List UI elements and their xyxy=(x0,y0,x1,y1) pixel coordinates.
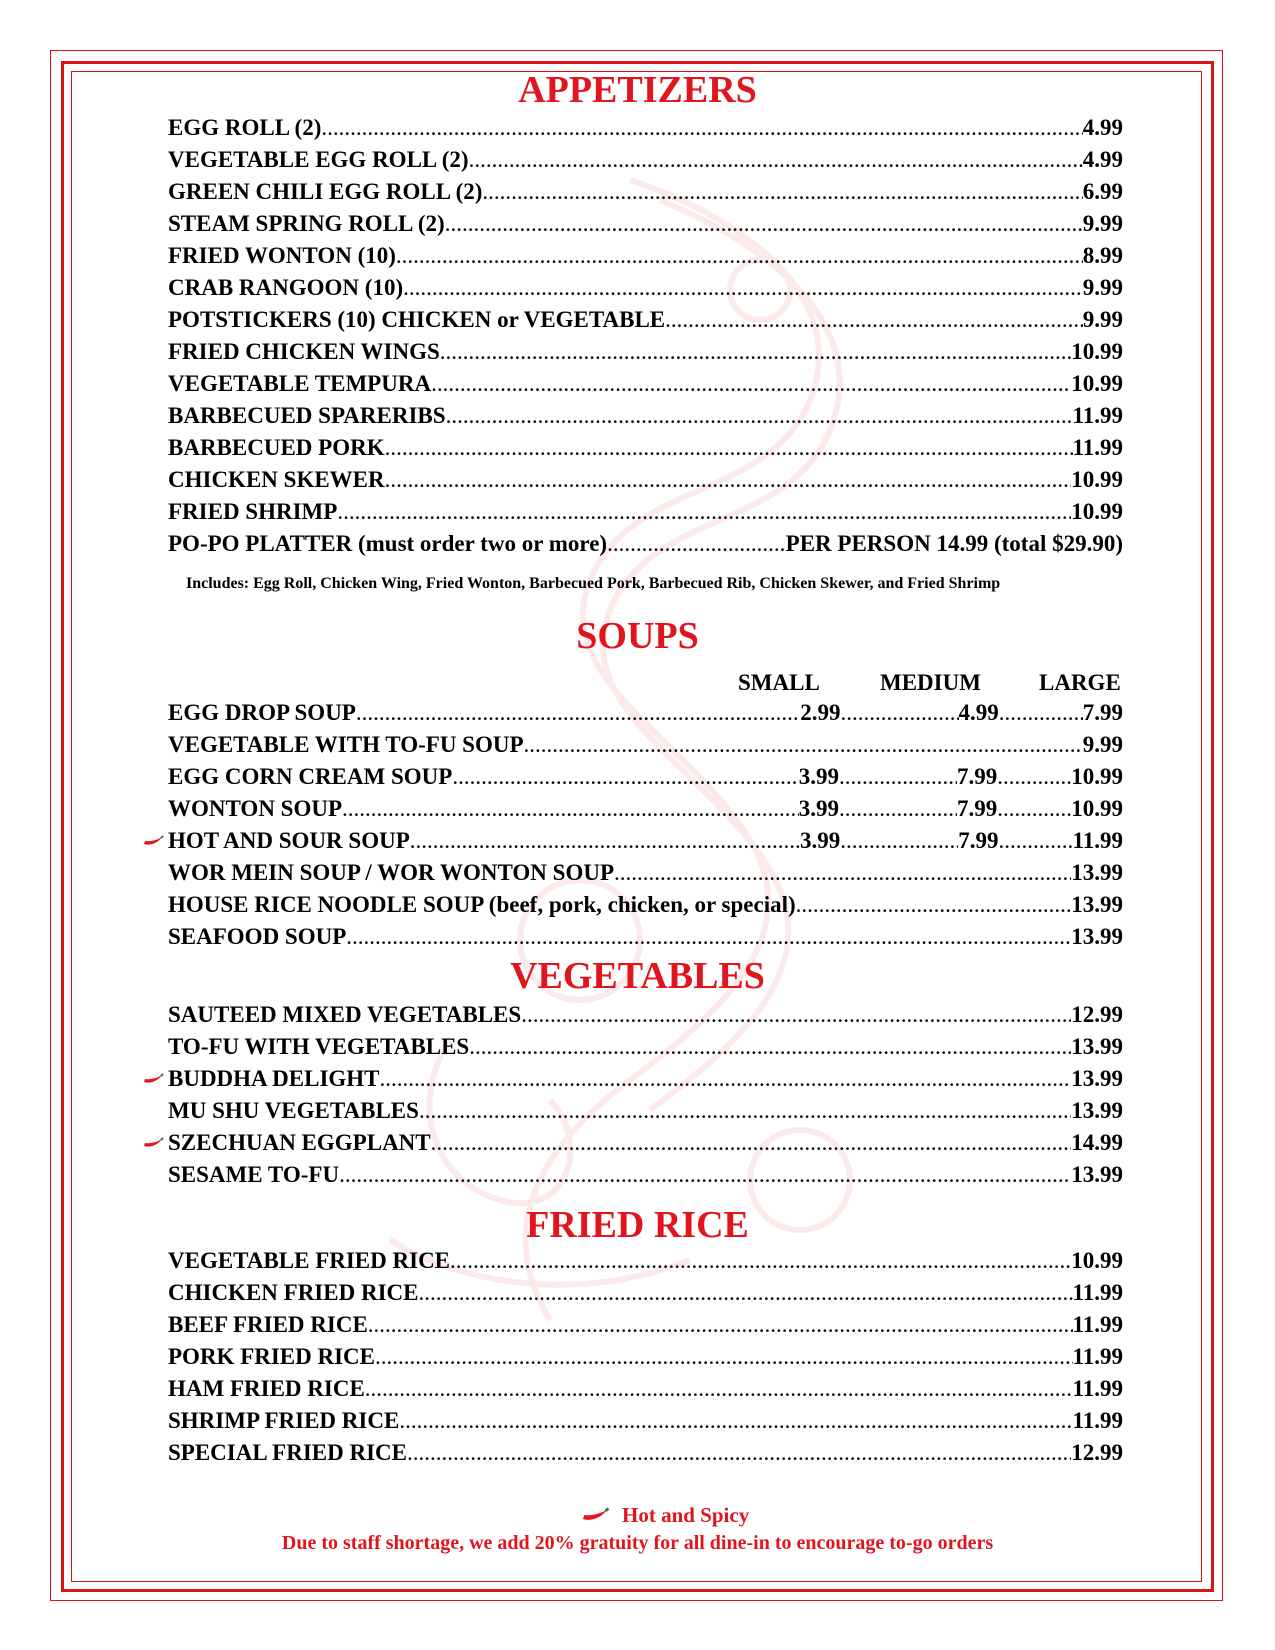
menu-item: VEGETABLE WITH TO-FU SOUP ..... 9.99 xyxy=(168,730,1123,760)
menu-item: BARBECUED SPARERIBS ..... 11.99 xyxy=(168,401,1123,431)
section-title-soups: SOUPS xyxy=(576,615,699,657)
menu-item: FRIED CHICKEN WINGS ..... 10.99 xyxy=(168,337,1123,367)
menu-item: BUDDHA DELIGHT ..... 13.99 xyxy=(168,1064,1123,1094)
menu-item: TO-FU WITH VEGETABLES ..... 13.99 xyxy=(168,1032,1123,1062)
menu-item: VEGETABLE TEMPURA ..... 10.99 xyxy=(168,369,1123,399)
section-title-vegetables: VEGETABLES xyxy=(510,955,765,997)
hot-pepper-icon xyxy=(142,1137,164,1149)
menu-item: MU SHU VEGETABLES ..... 13.99 xyxy=(168,1096,1123,1126)
menu-item: CRAB RANGOON (10) ..... 9.99 xyxy=(168,273,1123,303)
menu-item: WOR MEIN SOUP / WOR WONTON SOUP ..... 13.99 xyxy=(168,858,1123,888)
menu-item: GREEN CHILI EGG ROLL (2) ..... 6.99 xyxy=(168,177,1123,207)
menu-item: SESAME TO-FU ..... 13.99 xyxy=(168,1160,1123,1190)
menu-item: FRIED WONTON (10) ..... 8.99 xyxy=(168,241,1123,271)
menu-item: SHRIMP FRIED RICE ..... 11.99 xyxy=(168,1406,1123,1436)
menu-item: VEGETABLE FRIED RICE ..... 10.99 xyxy=(168,1246,1123,1276)
size-header-medium: MEDIUM xyxy=(880,670,981,695)
menu-item: BARBECUED PORK ..... 11.99 xyxy=(168,433,1123,463)
menu-item: HOUSE RICE NOODLE SOUP (beef, pork, chicken, or special) ..... 13.99 xyxy=(168,890,1123,920)
menu-item: HOT AND SOUR SOUP ..... 3.99 ..... 7.99 ..... 11.99 xyxy=(168,826,1123,856)
menu-item: CHICKEN SKEWER ..... 10.99 xyxy=(168,465,1123,495)
size-header-large: LARGE xyxy=(1039,670,1121,695)
size-header-small: SMALL xyxy=(738,670,820,695)
menu-item: VEGETABLE EGG ROLL (2) ..... 4.99 xyxy=(168,145,1123,175)
menu-item: FRIED SHRIMP ..... 10.99 xyxy=(168,497,1123,527)
menu-item: BEEF FRIED RICE ..... 11.99 xyxy=(168,1310,1123,1340)
menu-item: SAUTEED MIXED VEGETABLES ..... 12.99 xyxy=(168,1000,1123,1030)
menu-item: STEAM SPRING ROLL (2) ..... 9.99 xyxy=(168,209,1123,239)
hot-pepper-icon xyxy=(580,1507,610,1523)
platter-note: Includes: Egg Roll, Chicken Wing, Fried Wonton, Barbecued Pork, Barbecued Rib, Chicken Skewer, and Fried Shrimp xyxy=(186,575,1001,592)
gratuity-notice: Due to staff shortage, we add 20% gratuity for all dine-in to encourage to-go orders xyxy=(281,1532,994,1554)
menu-item: EGG ROLL (2) ..... 4.99 xyxy=(168,113,1123,143)
menu-item: EGG DROP SOUP ..... 2.99 ..... 4.99 ..... 7.99 xyxy=(168,698,1123,728)
section-title-appetizers: APPETIZERS xyxy=(518,69,757,111)
spicy-legend xyxy=(580,1502,749,1528)
menu-item: SEAFOOD SOUP ..... 13.99 xyxy=(168,922,1123,952)
menu-item: CHICKEN FRIED RICE ..... 11.99 xyxy=(168,1278,1123,1308)
section-title-fried-rice: FRIED RICE xyxy=(526,1204,749,1246)
hot-pepper-icon xyxy=(142,1073,164,1085)
menu-item: POTSTICKERS (10) CHICKEN or VEGETABLE ..... 9.99 xyxy=(168,305,1123,335)
menu-item: SZECHUAN EGGPLANT ..... 14.99 xyxy=(168,1128,1123,1158)
menu-item: WONTON SOUP ..... 3.99 ..... 7.99 ..... 10.99 xyxy=(168,794,1123,824)
menu-item: PORK FRIED RICE ..... 11.99 xyxy=(168,1342,1123,1372)
menu-item: HAM FRIED RICE ..... 11.99 xyxy=(168,1374,1123,1404)
spicy-legend-label: Hot and Spicy xyxy=(622,1503,750,1527)
menu-item: SPECIAL FRIED RICE ..... 12.99 xyxy=(168,1438,1123,1468)
hot-pepper-icon xyxy=(142,835,164,847)
menu-item: PO-PO PLATTER (must order two or more) ..... PER PERSON 14.99 (total $29.90) xyxy=(168,529,1123,559)
menu-item: EGG CORN CREAM SOUP ..... 3.99 ..... 7.99 ..... 10.99 xyxy=(168,762,1123,792)
